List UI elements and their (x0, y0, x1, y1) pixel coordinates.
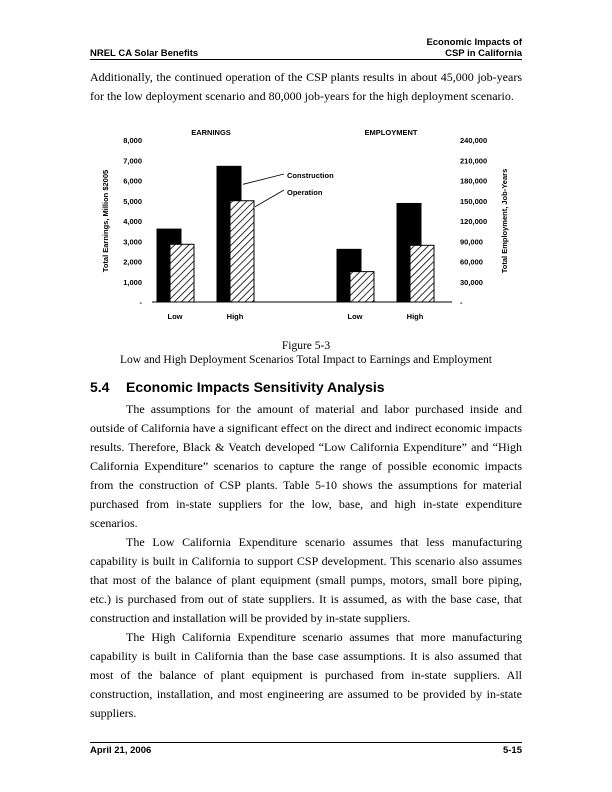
bar-operation (410, 245, 434, 302)
left-tick-label: - (139, 298, 142, 307)
left-tick-label: 5,000 (123, 196, 142, 206)
bar-operation (170, 244, 194, 302)
left-tick-label: 3,000 (123, 237, 142, 247)
left-tick-label: 2,000 (123, 257, 142, 267)
paragraph-3: The High California Expenditure scenario assumes that more manufacturing capability is built in California than the base case assumptions. It is also assumed that most of the balance of plant equipment is purchased from in-state suppliers. All construction, installation, and most engineering are assumed to be provided by in-state suppliers. (90, 630, 522, 720)
header-rule (90, 59, 522, 60)
left-tick-label: 1,000 (123, 277, 142, 287)
header-right-line1: Economic Impacts of (426, 37, 522, 48)
section-number: 5.4 (90, 379, 110, 395)
right-tick-label: 90,000 (460, 237, 483, 247)
earnings-employment-chart (0, 122, 612, 332)
left-tick-label: 4,000 (123, 217, 142, 226)
legend-construction: Construction (287, 171, 334, 180)
right-tick-label: 150,000 (460, 196, 488, 206)
footer-date: April 21, 2006 (90, 745, 152, 756)
right-tick-label: - (460, 298, 463, 307)
category-label: High (406, 312, 424, 321)
right-tick-label: 30,000 (460, 277, 483, 287)
category-label: High (226, 312, 244, 321)
page-header (90, 37, 522, 59)
category-label: Low (167, 312, 183, 321)
header-left-title: NREL CA Solar Benefits (90, 48, 199, 59)
right-axis-title: Total Employment, Job-Years (500, 168, 509, 274)
legend-pointer-operation (255, 190, 284, 207)
intro-paragraph: Additionally, the continued operation of the CSP plants results in about 45,000 job-years for the low deployment scenario and 80,000 job-years for the high deployment scenario. (90, 70, 522, 103)
header-right-line2: CSP in California (445, 48, 522, 59)
category-label: Low (347, 312, 363, 321)
left-tick-label: 7,000 (123, 156, 142, 166)
right-tick-label: 180,000 (460, 176, 488, 186)
header-right-title (426, 37, 522, 59)
right-tick-label: 210,000 (460, 156, 488, 166)
group-title: EARNINGS (191, 128, 231, 137)
section-title: Economic Impacts Sensitivity Analysis (126, 379, 385, 395)
figure-title: Low and High Deployment Scenarios Total Impact to Earnings and Employment (119, 354, 492, 366)
footer-page-number: 5-15 (502, 745, 522, 756)
figure-caption (90, 339, 522, 367)
right-tick-label: 240,000 (460, 136, 488, 145)
legend-pointer-construction (243, 174, 284, 184)
right-tick-label: 120,000 (460, 217, 488, 226)
footer-rule (90, 742, 522, 743)
left-tick-label: 6,000 (123, 176, 142, 186)
paragraph-2: The Low California Expenditure scenario assumes that less manufacturing capability is built in California to support CSP development. This scenario also assumes that most of the balance of plant equipment (small pumps, motors, small bore piping, etc.) is purchased from out of state suppliers. It is assumed, as with the base case, that construction and installation will be provided by in-state suppliers. (90, 535, 522, 625)
section-heading (90, 379, 385, 395)
body-paragraphs (90, 400, 522, 723)
legend-operation: Operation (287, 188, 323, 197)
bar-operation (350, 272, 374, 302)
paragraph-1: The assumptions for the amount of material and labor purchased inside and outside of California have a significant effect on the direct and indirect economic impacts results. Therefore, Black & Veatch developed “Low California Expenditure” and “High California Expenditure” scenarios to capture the range of possible economic impacts from the construction of CSP plants. Table 5-10 shows the assumptions for material purchased from in-state suppliers for the low, base, and high in-state expenditure scenarios. (90, 402, 522, 530)
left-axis-title: Total Earnings, Million $2005 (101, 169, 110, 273)
figure-number: Figure 5-3 (281, 340, 331, 352)
group-title: EMPLOYMENT (364, 128, 418, 137)
right-tick-label: 60,000 (460, 257, 483, 267)
left-tick-label: 8,000 (123, 136, 142, 145)
bar-operation (230, 201, 254, 302)
